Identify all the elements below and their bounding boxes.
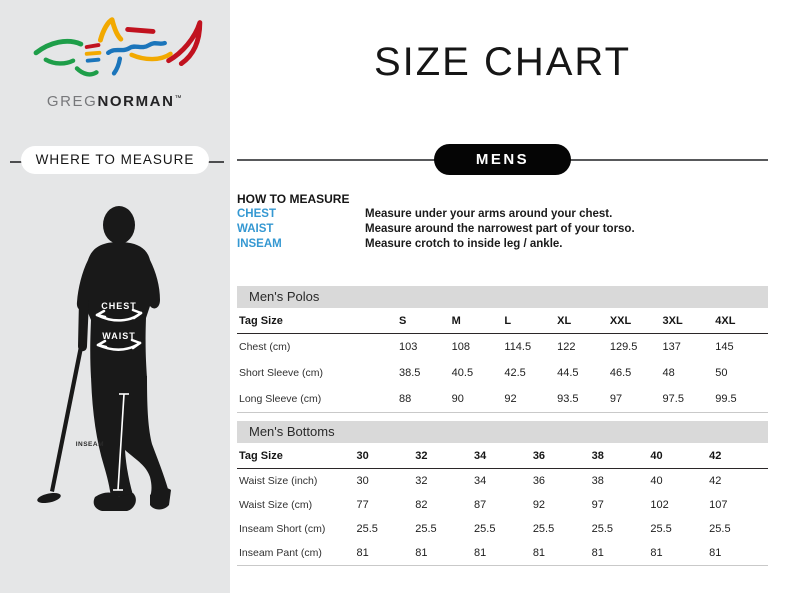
page-title: SIZE CHART xyxy=(373,40,632,84)
measurement-value: 44.5 xyxy=(557,367,579,379)
measurement-label: Inseam Pant (cm) xyxy=(237,541,356,566)
size-column-header: 42 xyxy=(709,443,768,469)
size-column-header: S xyxy=(399,308,452,334)
measurement-value: 92 xyxy=(504,386,557,413)
mens-polos-title: Men's Polos xyxy=(237,286,768,308)
measurement-value: 82 xyxy=(415,499,428,511)
size-column-header: 36 xyxy=(533,443,592,469)
table-row xyxy=(237,541,768,566)
mens-bottoms-table xyxy=(237,443,768,566)
brand-name-regular: GREG xyxy=(46,93,98,110)
measurement-value: 32 xyxy=(415,475,428,487)
size-column-header: L xyxy=(504,308,557,334)
measurement-label: Inseam Short (cm) xyxy=(239,523,326,535)
measure-desc-inseam: Measure crotch to inside leg / ankle. xyxy=(365,238,563,250)
size-column-header: 38 xyxy=(592,443,651,469)
measurement-value: 129.5 xyxy=(609,341,638,353)
figure-inseam-label: INSEAM xyxy=(75,441,104,448)
measurement-value: 25.5 xyxy=(650,523,672,535)
how-to-measure-section xyxy=(237,192,768,252)
measurement-value: 36 xyxy=(532,475,546,487)
measurement-value: 50 xyxy=(715,367,728,379)
measurement-value: 81 xyxy=(709,541,768,566)
measurement-value: 122 xyxy=(557,341,576,353)
measurement-value: 103 xyxy=(398,341,418,353)
measurement-value: 108 xyxy=(451,341,471,353)
measure-desc-waist: Measure around the narrowest part of your torso. xyxy=(365,223,635,235)
table-row xyxy=(237,334,768,361)
mens-bottoms-title: Men's Bottoms xyxy=(237,421,768,443)
how-to-measure-row xyxy=(237,222,768,237)
measurement-value: 40 xyxy=(650,475,663,487)
measurement-label: Chest (cm) xyxy=(239,341,291,353)
trademark-symbol: ™ xyxy=(174,95,184,102)
measure-term-inseam: INSEAM xyxy=(237,238,282,250)
measurement-value: 42 xyxy=(709,475,722,487)
measurement-value: 30 xyxy=(356,475,369,487)
table-header-row xyxy=(237,443,768,469)
size-column-header: XXL xyxy=(610,308,663,334)
measurement-value: 97 xyxy=(591,499,604,511)
size-column-header: XL xyxy=(557,308,610,334)
measurement-value: 102 xyxy=(650,499,669,511)
measurement-value: 25.5 xyxy=(474,523,496,535)
main-content xyxy=(230,0,788,593)
measurement-value: 81 xyxy=(474,541,533,566)
how-to-measure-row xyxy=(237,237,768,252)
measurement-label: Short Sleeve (cm) xyxy=(239,367,324,379)
measurement-value: 38.5 xyxy=(398,367,421,379)
table-row xyxy=(237,517,768,541)
measurement-value: 88 xyxy=(399,386,452,413)
how-to-measure-heading: HOW TO MEASURE xyxy=(237,192,350,206)
brand-name-bold: NORMAN xyxy=(97,93,175,110)
measurement-value: 48 xyxy=(662,367,675,379)
measurement-value: 137 xyxy=(662,341,681,353)
measurement-value: 77 xyxy=(356,499,369,511)
measurement-value: 46.5 xyxy=(609,367,632,379)
measurement-value: 25.5 xyxy=(591,523,614,535)
table-row xyxy=(237,493,768,517)
measurement-value: 107 xyxy=(709,499,728,511)
mens-polos-table xyxy=(237,308,768,413)
measurement-label: Long Sleeve (cm) xyxy=(237,386,399,413)
size-column-header: M xyxy=(452,308,505,334)
figure-head xyxy=(103,206,135,244)
tag-size-header: Tag Size xyxy=(237,308,399,334)
measurement-value: 81 xyxy=(533,541,592,566)
measurement-value: 87 xyxy=(474,499,487,511)
category-divider xyxy=(237,144,768,176)
measurement-value: 92 xyxy=(532,499,546,511)
table-row xyxy=(237,360,768,386)
measurement-value: 38 xyxy=(591,475,604,487)
measure-term-waist: WAIST xyxy=(237,223,274,235)
size-column-header: 40 xyxy=(650,443,709,469)
measurement-value: 34 xyxy=(474,475,487,487)
mens-category-badge[interactable]: MENS xyxy=(434,144,571,175)
measurement-value: 42.5 xyxy=(504,367,526,379)
measurement-value: 25.5 xyxy=(709,523,731,535)
measurement-value: 25.5 xyxy=(532,523,555,535)
measurement-value: 97 xyxy=(610,386,663,413)
mens-bottoms-section xyxy=(237,421,768,566)
golfer-measurement-figure xyxy=(0,198,230,548)
brand-wordmark xyxy=(0,93,230,110)
measurement-value: 25.5 xyxy=(356,523,378,535)
measure-desc-chest: Measure under your arms around your chest. xyxy=(365,208,613,220)
how-to-measure-row xyxy=(237,207,768,222)
measurement-label: Waist Size (inch) xyxy=(239,475,318,487)
tag-size-header: Tag Size xyxy=(237,443,356,469)
measurement-value: 145 xyxy=(715,341,734,353)
brand-logo xyxy=(0,8,230,110)
measurement-value: 81 xyxy=(415,541,474,566)
figure-waist-label: WAIST xyxy=(102,331,136,341)
measurement-value: 40.5 xyxy=(451,367,474,379)
measurement-value: 90 xyxy=(452,386,505,413)
measurement-value: 97.5 xyxy=(663,386,716,413)
measurement-value: 93.5 xyxy=(557,386,610,413)
table-row xyxy=(237,386,768,413)
where-to-measure-label: WHERE TO MEASURE xyxy=(21,146,210,174)
figure-chest-label: CHEST xyxy=(101,301,137,311)
measurement-value: 81 xyxy=(650,541,709,566)
measurement-value: 114.5 xyxy=(504,341,532,353)
table-header-row xyxy=(237,308,768,334)
sidebar xyxy=(0,0,230,593)
measurement-value: 81 xyxy=(592,541,651,566)
measurement-value: 99.5 xyxy=(715,386,768,413)
size-column-header: 30 xyxy=(356,443,415,469)
where-to-measure-banner xyxy=(0,146,230,178)
size-column-header: 32 xyxy=(415,443,474,469)
measurement-label: Waist Size (cm) xyxy=(239,499,313,511)
measurement-value: 25.5 xyxy=(415,523,437,535)
size-column-header: 4XL xyxy=(715,308,768,334)
size-column-header: 3XL xyxy=(663,308,716,334)
shark-logo-icon xyxy=(20,8,210,86)
table-row xyxy=(237,469,768,494)
size-column-header: 34 xyxy=(474,443,533,469)
measure-term-chest: CHEST xyxy=(237,208,276,220)
mens-polos-section xyxy=(237,286,768,413)
measurement-value: 81 xyxy=(356,541,415,566)
